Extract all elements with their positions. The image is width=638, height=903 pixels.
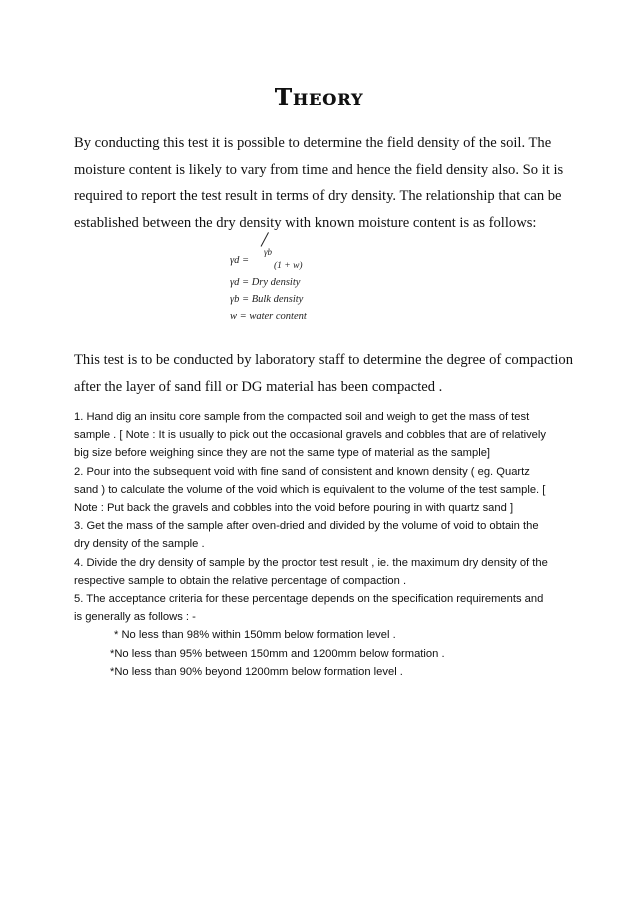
criteria-item: * No less than 98% within 150mm below formation level . [114,629,396,642]
step-line: 2. Pour into the subsequent void with fine sand of consistent and known density ( eg. Quartz [74,465,530,478]
formula-lhs: γd = [230,255,250,266]
formula-def-bulk-density: γb = Bulk density [230,294,304,305]
purpose-paragraph: This test is to be conducted by laboratory staff to determine the degree of compaction after the layer of sand fill or DG material has been compacted . [74,352,574,395]
formula-numerator: γb [264,247,273,257]
step-line: Note : Put back the gravels and cobbles into the void before pouring in with quartz sand ] [74,502,514,515]
intro-paragraph: By conducting this test it is possible to determine the field density of the soil. The moisture content is likely to vary from time and hence the field density also. So it is required to report the test result in terms of dry density. The relationship that can be established between the dry density with known moisture content is as follows: [74,135,564,231]
formula-def-water-content: w = water content [230,311,307,322]
step-line: sample . [ Note : It is usually to pick out the occasional gravels and cobbles that are of relatively [74,429,546,442]
step-line: sand ) to calculate the volume of the void which is equivalent to the volume of the test sample. [ [74,483,546,496]
step-line: is generally as follows : - [74,611,196,624]
criteria-item: *No less than 90% beyond 1200mm below formation level . [110,665,403,678]
step-line: 3. Get the mass of the sample after oven-dried and divided by the volume of void to obtain the [74,520,539,533]
formula-def-dry-density: γd = Dry density [230,277,301,288]
step-line: 4. Divide the dry density of sample by the proctor test result , ie. the maximum dry density of the [74,556,548,569]
procedure-steps [74,408,594,681]
step-line: big size before weighing since they are not the same type of material as the sample] [74,447,491,460]
step-line: 1. Hand dig an insitu core sample from the compacted soil and weigh to get the mass of test [74,411,530,423]
step-line: 5. The acceptance criteria for these percentage depends on the specification requirements and [74,593,544,606]
step-line: dry density of the sample . [74,538,205,551]
step-line: respective sample to obtain the relative percentage of compaction . [74,574,407,587]
dry-density-formula [230,243,340,333]
formula-denominator: (1 + w) [274,261,303,271]
page-title: Theory [274,84,364,111]
criteria-item: *No less than 95% between 150mm and 1200mm below formation . [110,647,445,660]
